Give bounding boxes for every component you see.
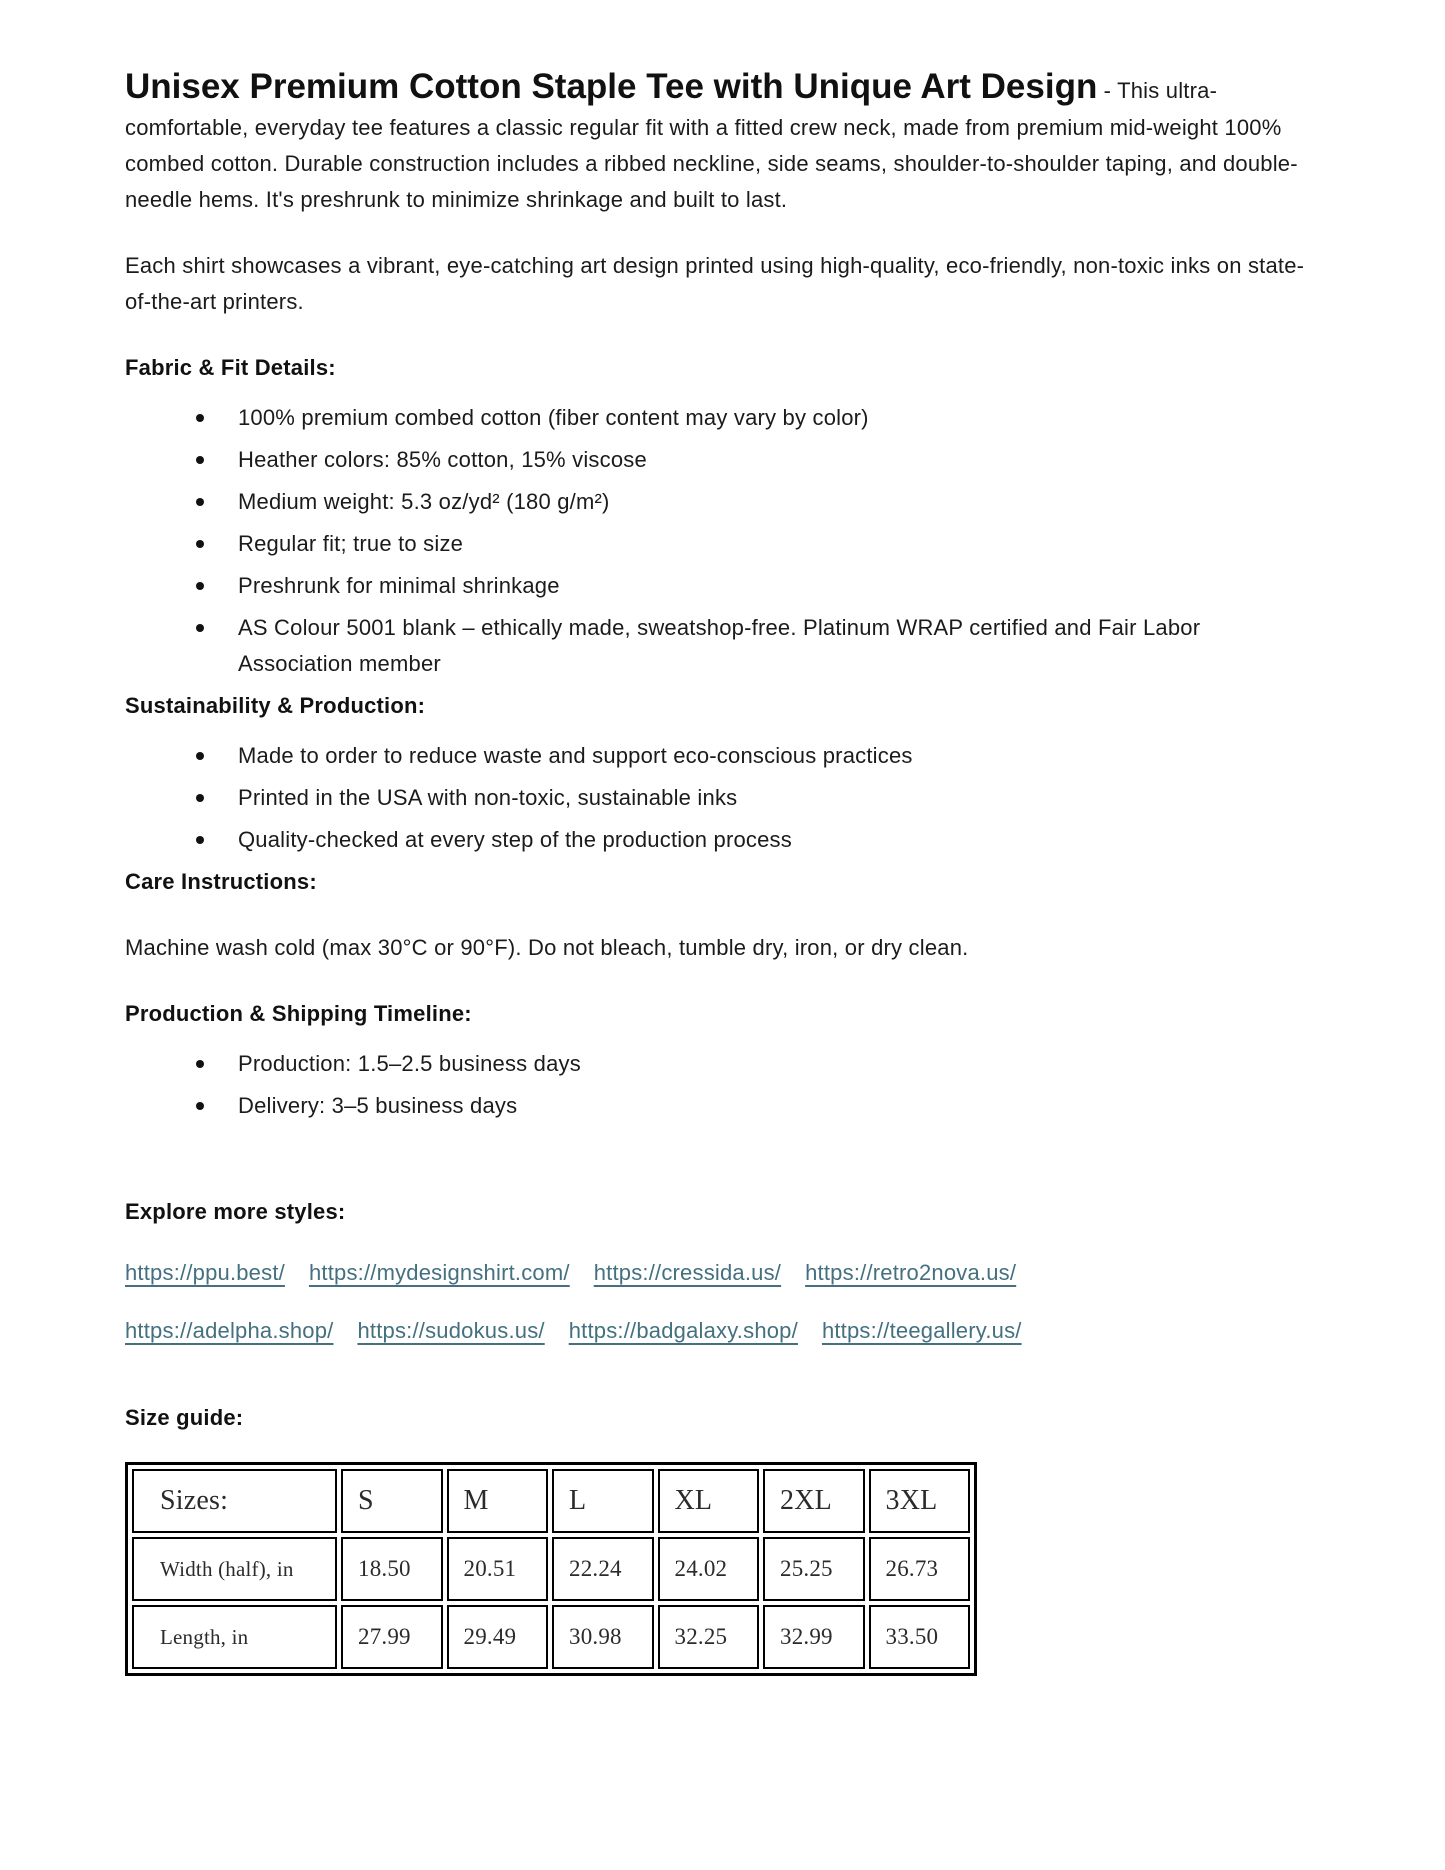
heading-size-guide: Size guide: — [125, 1405, 244, 1430]
table-cell-size-m: M — [447, 1469, 549, 1533]
heading-sustainability: Sustainability & Production: — [125, 693, 426, 718]
table-cell-width-l: 22.24 — [552, 1537, 654, 1601]
table-cell-width-label: Width (half), in — [132, 1537, 337, 1601]
list-item: Printed in the USA with non-toxic, sustainable inks — [238, 780, 1291, 816]
list-item: Medium weight: 5.3 oz/yd² (180 g/m²) — [238, 484, 1291, 520]
heading-care-instructions: Care Instructions: — [125, 869, 317, 894]
heading-explore-more-styles: Explore more styles: — [125, 1199, 346, 1224]
table-row-width — [132, 1537, 970, 1601]
table-cell-length-l: 30.98 — [552, 1605, 654, 1669]
links-block — [125, 1244, 1321, 1360]
list-item: Heather colors: 85% cotton, 15% viscose — [238, 442, 1291, 478]
table-cell-width-xl: 24.02 — [658, 1537, 760, 1601]
list-item: Regular fit; true to size — [238, 526, 1291, 562]
table-cell-size-3xl: 3XL — [869, 1469, 971, 1533]
intro-text: - This ultra-comfortable, everyday tee features a classic regular fit with a fitted crew neck, made from premium mid-weight 100% combed cotton. Durable construction includes a ribbed neckline, side seams, shoulder-to-shoulder taping, and double-needle hems. It's preshrunk to minimize shrinkage and built to last. — [125, 78, 1298, 212]
link-sudokus[interactable]: https://sudokus.us/ — [357, 1318, 545, 1343]
table-cell-length-m: 29.49 — [447, 1605, 549, 1669]
heading-fabric-fit: Fabric & Fit Details: — [125, 355, 336, 380]
page-title: Unisex Premium Cotton Staple Tee with Unique Art Design — [125, 67, 1098, 106]
fabric-fit-list — [125, 400, 1321, 682]
table-cell-sizes-label: Sizes: — [132, 1469, 337, 1533]
table-cell-length-s: 27.99 — [341, 1605, 443, 1669]
table-header-row — [132, 1469, 970, 1533]
list-item: Quality-checked at every step of the production process — [238, 822, 1291, 858]
link-adelpha[interactable]: https://adelpha.shop/ — [125, 1318, 334, 1343]
link-retro2nova[interactable]: https://retro2nova.us/ — [805, 1260, 1017, 1285]
link-teegallery[interactable]: https://teegallery.us/ — [821, 1318, 1022, 1343]
list-item: Delivery: 3–5 business days — [238, 1088, 1291, 1124]
list-item: 100% premium combed cotton (fiber content may vary by color) — [238, 400, 1291, 436]
table-cell-size-s: S — [341, 1469, 443, 1533]
table-cell-width-2xl: 25.25 — [763, 1537, 865, 1601]
table-cell-width-3xl: 26.73 — [869, 1537, 971, 1601]
link-ppu-best[interactable]: https://ppu.best/ — [125, 1260, 285, 1285]
list-item: Preshrunk for minimal shrinkage — [238, 568, 1291, 604]
table-cell-length-2xl: 32.99 — [763, 1605, 865, 1669]
link-mydesignshirt[interactable]: https://mydesignshirt.com/ — [308, 1260, 570, 1285]
link-badgalaxy[interactable]: https://badgalaxy.shop/ — [568, 1318, 798, 1343]
table-cell-size-xl: XL — [658, 1469, 760, 1533]
table-cell-size-2xl: 2XL — [763, 1469, 865, 1533]
table-cell-length-3xl: 33.50 — [869, 1605, 971, 1669]
list-item: Production: 1.5–2.5 business days — [238, 1046, 1291, 1082]
printing-paragraph: Each shirt showcases a vibrant, eye-catching art design printed using high-quality, eco-friendly, non-toxic inks on state-of-the-art printers. — [125, 253, 1305, 314]
table-cell-length-xl: 32.25 — [658, 1605, 760, 1669]
table-cell-length-label: Length, in — [132, 1605, 337, 1669]
table-cell-size-l: L — [552, 1469, 654, 1533]
link-cressida[interactable]: https://cressida.us/ — [593, 1260, 782, 1285]
timeline-list — [125, 1046, 1321, 1124]
table-cell-width-s: 18.50 — [341, 1537, 443, 1601]
intro-paragraph — [125, 64, 1321, 218]
document-page — [125, 0, 1321, 1796]
size-guide-table — [125, 1462, 977, 1676]
care-paragraph: Machine wash cold (max 30°C or 90°F). Do not bleach, tumble dry, iron, or dry clean. — [125, 935, 969, 960]
list-item: AS Colour 5001 blank – ethically made, sweatshop-free. Platinum WRAP certified and Fair Labor Association member — [238, 610, 1291, 682]
list-item: Made to order to reduce waste and support eco-conscious practices — [238, 738, 1291, 774]
sustainability-list — [125, 738, 1321, 858]
table-row-length — [132, 1605, 970, 1669]
table-cell-width-m: 20.51 — [447, 1537, 549, 1601]
heading-production-shipping: Production & Shipping Timeline: — [125, 1001, 472, 1026]
